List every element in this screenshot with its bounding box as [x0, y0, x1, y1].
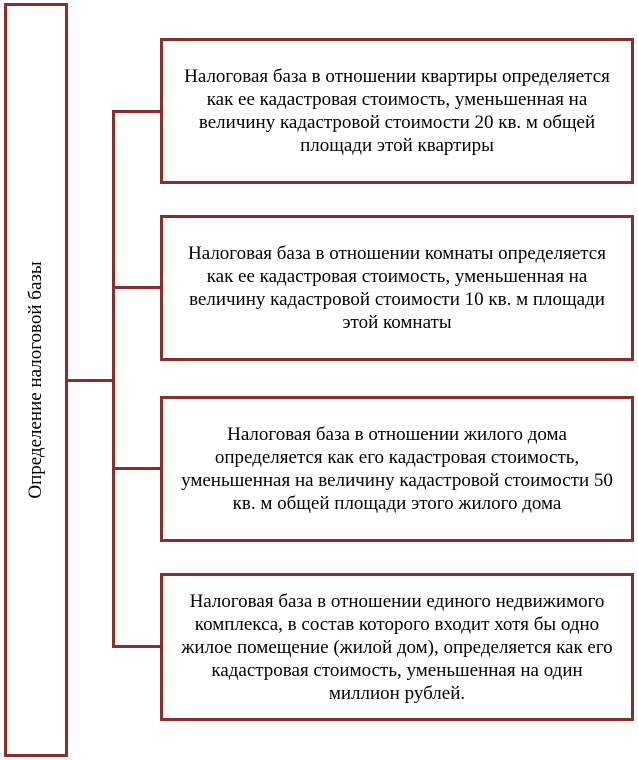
item-box-complex: [160, 573, 634, 721]
branch-line-4: [112, 645, 162, 648]
root-node-box: [4, 3, 68, 757]
item-text-house: Налоговая база в отношении жилого дома определяется как его кадастровая стоимость, уменьшенная на величину кадастровой стоимости 50 кв. м общей площади этого жилого дома: [181, 424, 613, 514]
root-connector-line: [68, 379, 115, 382]
item-box-house: [160, 396, 634, 542]
item-text-apartment: Налоговая база в отношении квартиры определяется как ее кадастровая стоимость, уменьшенная на величину кадастровой стоимости 20 кв. м общей площади этой квартиры: [184, 66, 610, 156]
item-text-complex: Налоговая база в отношении единого недвижимого комплекса, в состав которого входит хотя бы одно жилое помещение (жилой дом), определяется как его кадастровая стоимость, уменьшенная на один миллион рублей.: [181, 590, 613, 704]
vertical-trunk-line: [112, 110, 115, 648]
root-node-label: Определение налоговой базы: [25, 261, 46, 499]
item-text-room: Налоговая база в отношении комнаты определяется как ее кадастровая стоимость, уменьшенная на величину кадастровой стоимости 10 кв. м площади этой комнаты: [188, 243, 606, 333]
item-box-apartment: [160, 38, 634, 184]
branch-line-3: [112, 467, 162, 470]
branch-line-1: [112, 110, 162, 113]
item-box-room: [160, 215, 634, 361]
branch-line-2: [112, 286, 162, 289]
